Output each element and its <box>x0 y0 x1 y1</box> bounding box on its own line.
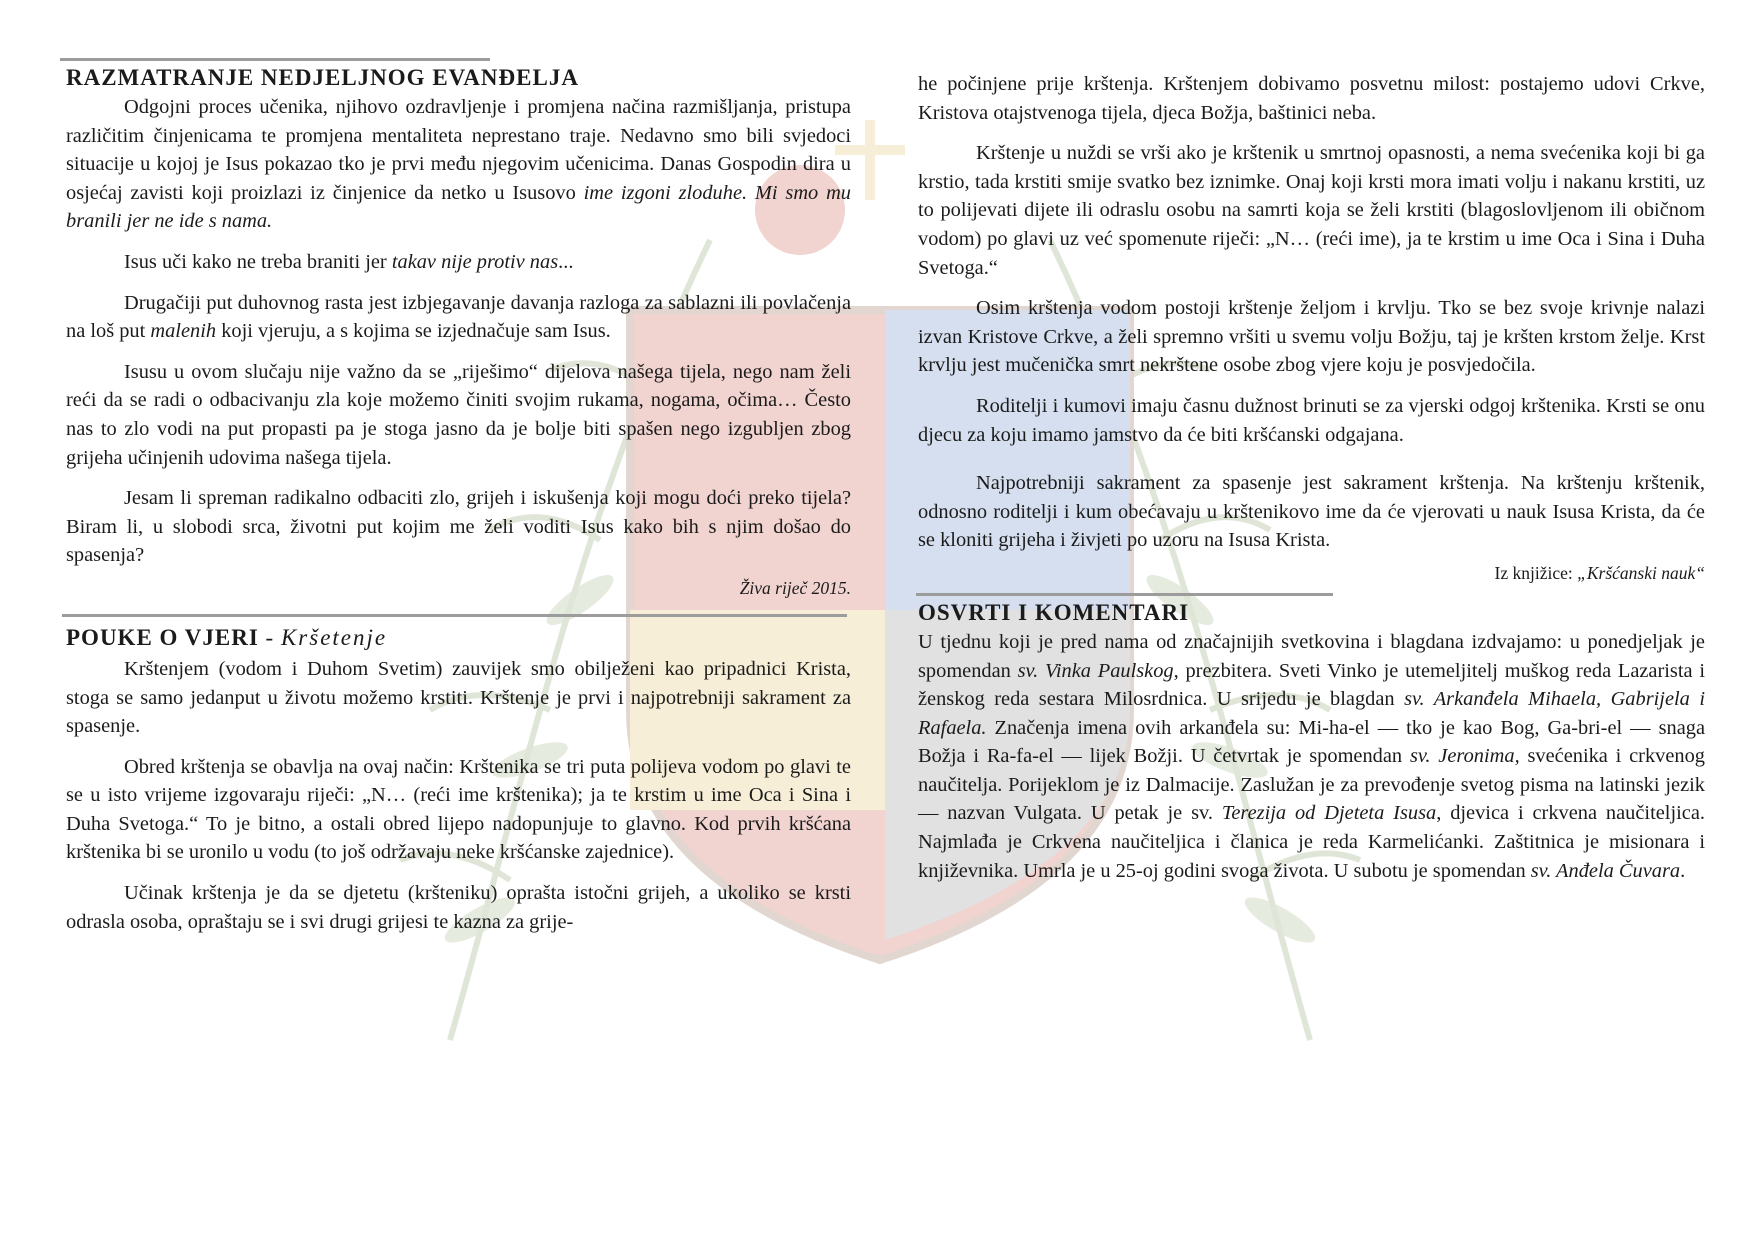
paragraph <box>918 628 1705 885</box>
text: svećenika i crkvenog naučitelja. Porijeklom je iz Dalmacije. Zaslužan je za prevođenje svetog pisma na latinski jezik — nazvan Vulgata. U petak je sv. <box>918 745 1706 825</box>
paragraph <box>66 93 851 236</box>
italic-quote: ime izgoni zloduhe. Mi smo mu branili jer ne ide s nama. <box>66 181 851 233</box>
paragraph: Isusu u ovom slučaju nije važno da se „riješimo“ dijelova našega tijela, nego nam želi reći da se radi o odbacivanju zla koje možemo činiti svojim rukama, nogama, očima… Često nas to zlo vodi na put propasti pa je stoga jasno da je bolje biti spašen nego izgubljen zbog grijeha učinjenih udovima našega tijela. <box>66 360 851 469</box>
text: Drugačiji put duhovnog rasta jest izbjegavanje davanja razloga za sablazni ili povlačenja na loš put <box>66 291 851 343</box>
paragraph <box>66 289 851 346</box>
italic-quote: takav nije protiv nas <box>391 250 559 273</box>
left-column <box>66 58 851 936</box>
paragraph: Obred krštenja se obavlja na ovaj način: Krštenika se tri puta polijeva vodom po glavi te se u isto vrijeme izgovaraju riječi: „N… (reći ime krštenika); ja te krstim u ime Oca i Sina i Duha Svetoga.“ To je bitno, a ostali obred lijepo nadopunjuje to glavno. Kod prvih kršćana krštenika bi se uronilo u vodu (to još održavaju neke kršćanske zajednice). <box>66 755 851 864</box>
text: Isus uči kako ne treba braniti jer <box>124 250 392 273</box>
italic-word: malenih <box>150 320 217 343</box>
section-subtitle: Kršetenje <box>280 624 388 650</box>
paragraph: Osim krštenja vodom postoji krštenje željom i krvlju. Tko se bez svoje krivnje nalazi izvan Kristove Crkve, a želi spremno vršiti u svemu volju Božju, taj je kršten krstom želje. Krst krvlju jest mučenička smrt nekrštene osobe zbog vjere koju je posvjedočila. <box>918 297 1705 377</box>
text: , prezbitera. Sveti Vinko je utemeljitelj muškog reda Lazarista i ženskog reda sestara Milosrdnica. U srijedu je blagdan <box>918 659 1705 711</box>
paragraph: Jesam li spreman radikalno odbaciti zlo, grijeh i iskušenja koji mogu doći preko tijela? Biram li, u slobodi srca, životni put kojim me želi voditi Isus kako bih s njim došao do spasenja? <box>66 487 851 567</box>
saint-name: sv. Jeronima, <box>1409 745 1520 768</box>
paragraph: Najpotrebniji sakrament za spasenje jest sakrament krštenja. Na krštenju krštenik, odnosno roditelji i kum obećavaju u krštenikovo ime da će vjerovati u nauk Isusa Krista, da će se kloniti grijeha i živjeti po uzoru na Isusa Krista. <box>918 472 1705 552</box>
section-divider <box>916 593 1333 596</box>
source-title: „Kršćanski nauk“ <box>1577 562 1705 583</box>
paragraph: Roditelji i kumovi imaju časnu dužnost brinuti se za vjerski odgoj krštenika. Krsti se onu djecu za koju imamo jamstvo da će biti kršćanski odgajana. <box>918 394 1705 446</box>
source-prefix: Iz knjižice: <box>1494 562 1578 583</box>
title-separator: - <box>258 624 281 650</box>
right-column <box>918 70 1705 885</box>
section-title-razmatranje: RAZMATRANJE NEDJELJNOG EVANĐELJA <box>66 65 579 90</box>
saint-name: sv. Vinka Paulskog <box>1017 659 1174 682</box>
source-citation <box>918 561 1705 585</box>
text: Odgojni proces učenika, njihovo ozdravljenje i promjena načina razmišljanja, pristupa različitim činjenicama te promjena mentaliteta neprestano traje. Nedavno smo bili svjedoci situacije u kojoj je Isus pokazao tko je prvi među njegovim učenicima. Danas Gospodin dira u osjećaj zavisti koji proizlazi iz činjenice da netko u Isusovo <box>66 96 851 204</box>
paragraph: Krštenje u nuždi se vrši ako je krštenik u smrtnoj opasnosti, a nema svećenika koji bi ga krstio, tada krstiti smije svatko bez iznimke. Onaj koji krsti mora imati volju i nakanu krstiti, uz to polijevati dijete ili odraslu osobu na samrti koja se želi krstiti (blagoslovljenom ili običnom vodom) po glavi uz već spomenute riječi: „N… (reći ime), ja te krstim u ime Oca i Sina i Duha Svetoga.“ <box>918 142 1705 279</box>
text: Značenja imena ovih arkanđela su: Mi-ha-el — tko je kao Bog, Ga-bri-el — snaga Božja i Ra-fa-el — lijek Božji. U četvrtak je spomendan <box>918 716 1705 768</box>
source-citation <box>66 576 851 600</box>
section-title-osvrti: OSVRTI I KOMENTARI <box>918 599 1190 625</box>
text: koji vjeruju, a s kojima se izjednačuje sam Isus. <box>216 320 611 343</box>
section-title-pouke <box>66 623 851 653</box>
text: U tjednu koji je pred nama od značajnijih svetkovina i blagdana izdvajamo: u ponedjeljak je spomendan <box>918 630 1705 682</box>
saint-name: Terezija od Djeteta Isusa <box>1221 802 1437 825</box>
text: . <box>1680 859 1686 882</box>
saint-name: sv. Arkanđela Mihaela, Gabrijela i Rafaela. <box>918 688 1705 739</box>
text: ... <box>558 250 574 273</box>
section-divider <box>60 58 490 61</box>
text: , djevica i crkvena naučiteljica. Najmlađa je Crkvena naučiteljica i članica je reda Karmelićanki. Zaštitnica je misionara i književnika. Umrla je u 25-oj godini svoga života. U subotu je spomendan <box>918 802 1705 882</box>
paragraph <box>66 248 851 277</box>
source-text: Živa riječ 2015. <box>739 577 851 598</box>
title-text: POUKE O VJERI <box>66 624 259 650</box>
section-divider <box>62 614 847 617</box>
paragraph-continued: he počinjene prije krštenja. Krštenjem dobivamo posvetnu milost: postajemo udovi Crkve, Kristova otajstvenoga tijela, djeca Božja, baštinici neba. <box>918 73 1705 124</box>
saint-name: sv. Anđela Čuvara <box>1530 859 1681 882</box>
paragraph: Krštenjem (vodom i Duhom Svetim) zauvijek smo obilježeni kao pripadnici Krista, stoga se samo jedanput u životu možemo krstiti. Krštenje je prvi i najpotrebniji sakrament za spasenje. <box>66 657 851 738</box>
paragraph: Učinak krštenja je da se djetetu (kršteniku) oprašta istočni grijeh, a ukoliko se krsti odrasla osoba, opraštaju se i svi drugi grijesi te kazna za grije- <box>66 882 851 933</box>
